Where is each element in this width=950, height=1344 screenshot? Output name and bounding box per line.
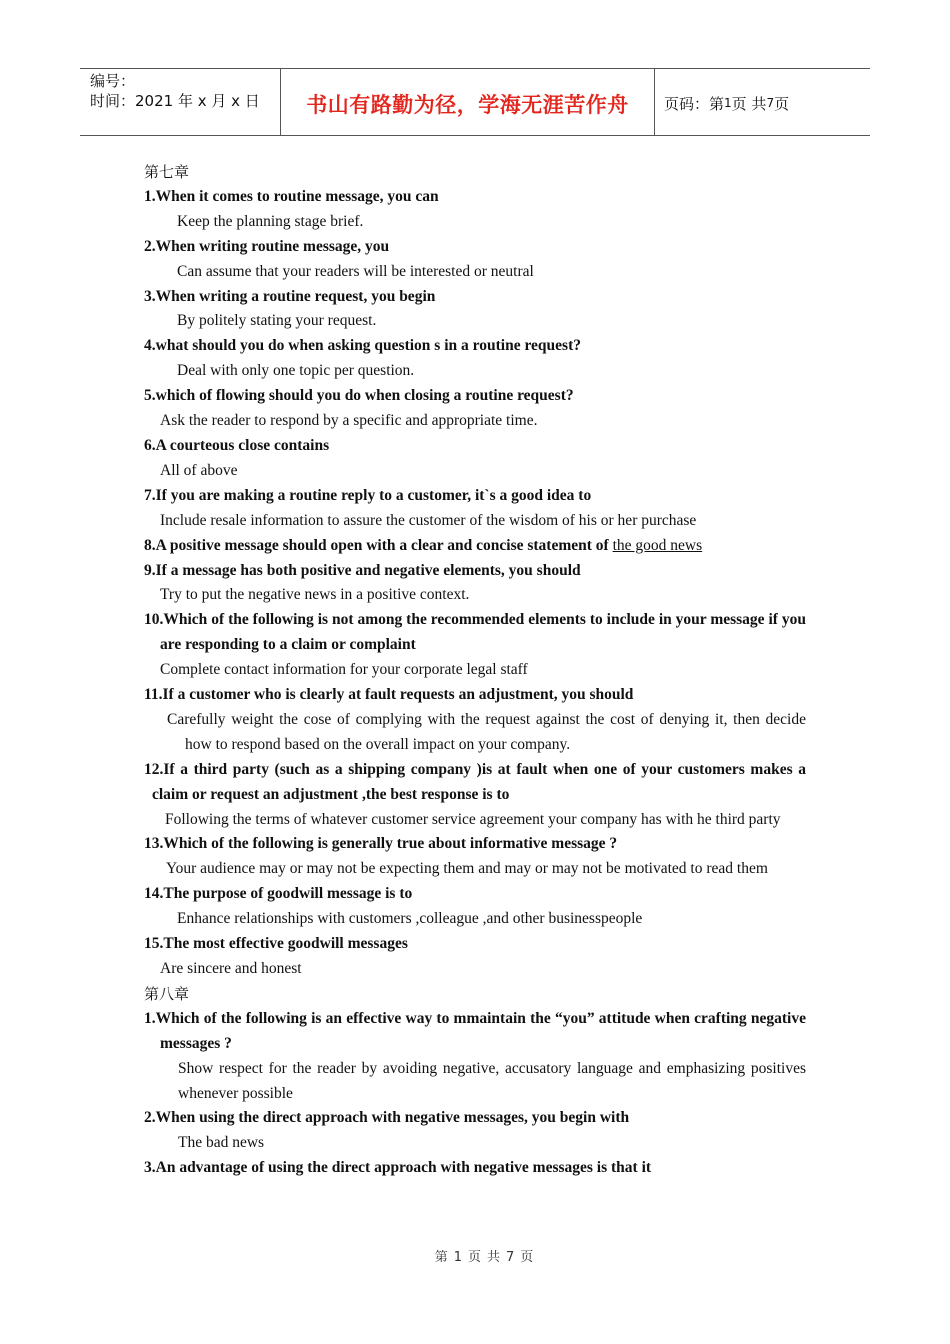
answer: Deal with only one topic per question. <box>177 362 415 380</box>
answer: Try to put the negative news in a positive context. <box>160 586 470 604</box>
header-motto: 书山有路勤为径，学海无涯苦作舟 <box>281 69 655 135</box>
footer-word: 页 <box>467 1250 481 1265</box>
serial-label: 编号： <box>90 72 136 90</box>
footer-word: 页 <box>520 1250 534 1265</box>
footer-page-total: 7 <box>506 1250 515 1265</box>
question: 13.Which of the following is generally true about informative message ? <box>144 835 618 853</box>
answer: Keep the planning stage brief. <box>177 212 364 230</box>
page-footer <box>0 1246 950 1265</box>
answer: Complete contact information for your corporate legal staff <box>160 661 528 679</box>
header-meta <box>80 69 281 135</box>
question: 6.A courteous close contains <box>144 436 330 454</box>
question-with-answer <box>144 534 806 559</box>
chapter-7-title: 第七章 <box>144 163 190 181</box>
question: 2.When writing routine message, you <box>144 237 390 255</box>
answer: By politely stating your request. <box>177 312 377 330</box>
question: 14.The purpose of goodwill message is to <box>144 885 413 903</box>
question-text: 8.A positive message should open with a clear and concise statement of <box>144 536 609 554</box>
question: 15.The most effective goodwill messages <box>144 935 408 953</box>
answer: the good news <box>612 536 703 554</box>
document-body <box>144 160 806 1181</box>
question: 2.When using the direct approach with negative messages, you begin with <box>144 1109 630 1127</box>
page-number: 1 <box>724 96 732 110</box>
question: 9.If a message has both positive and negative elements, you should <box>144 561 581 579</box>
question: 5.which of flowing should you do when closing a routine request? <box>144 387 574 405</box>
answer: Include resale information to assure the customer of the wisdom of his or her purchase <box>160 511 697 529</box>
question: 4.what should you do when asking question s in a routine request? <box>144 337 581 355</box>
answer: The bad news <box>178 1134 265 1152</box>
page-total: 7 <box>766 96 775 110</box>
answer: Ask the reader to respond by a specific and appropriate time. <box>160 412 538 430</box>
question: 3.When writing a routine request, you begin <box>144 287 436 305</box>
date-label: 时间：2021 年 x 月 x 日 <box>90 92 260 110</box>
document-header <box>80 68 870 136</box>
footer-word: 共 <box>487 1250 501 1265</box>
question: 7.If you are making a routine reply to a customer, it`s a good idea to <box>144 486 592 504</box>
answer: Show respect for the reader by avoiding negative, accusatory language and emphasizing positives whenever possible <box>178 1059 806 1102</box>
answer: Following the terms of whatever customer service agreement your company has with he third party <box>165 810 781 828</box>
page-label: 页码：第 <box>664 94 725 113</box>
answer: All of above <box>160 461 238 479</box>
chapter-8-title: 第八章 <box>144 984 190 1003</box>
question: 1.When it comes to routine message, you can <box>144 187 439 205</box>
answer: Are sincere and honest <box>160 960 302 977</box>
footer-word: 第 <box>434 1250 448 1265</box>
answer: Carefully weight the cose of complying with the request against the cost of denying it, then decide how to respond based on the overall impact on your company. <box>167 710 806 753</box>
answer: Enhance relationships with customers ,colleague ,and other businesspeople <box>177 910 643 928</box>
answer: Can assume that your readers will be interested or neutral <box>177 262 534 280</box>
page-end: 页 <box>774 94 790 113</box>
question: 10.Which of the following is not among the recommended elements to include in your message if you are responding to a claim or complaint <box>144 611 806 654</box>
answer: Your audience may or may not be expecting them and may or may not be motivated to read them <box>166 860 768 878</box>
page-mid: 页 共 <box>731 94 767 113</box>
header-page-info <box>655 69 870 135</box>
question: 3.An advantage of using the direct approach with negative messages is that it <box>144 1159 652 1177</box>
question: 12.If a third party (such as a shipping company )is at fault when one of your customers makes a claim or request an adjustment ,the best response is to <box>144 760 806 803</box>
question: 1.Which of the following is an effective way to mmaintain the “you” attitude when crafting negative messages ? <box>144 1009 806 1052</box>
question: 11.If a customer who is clearly at fault requests an adjustment, you should <box>144 686 634 704</box>
footer-page-number: 1 <box>453 1250 462 1265</box>
